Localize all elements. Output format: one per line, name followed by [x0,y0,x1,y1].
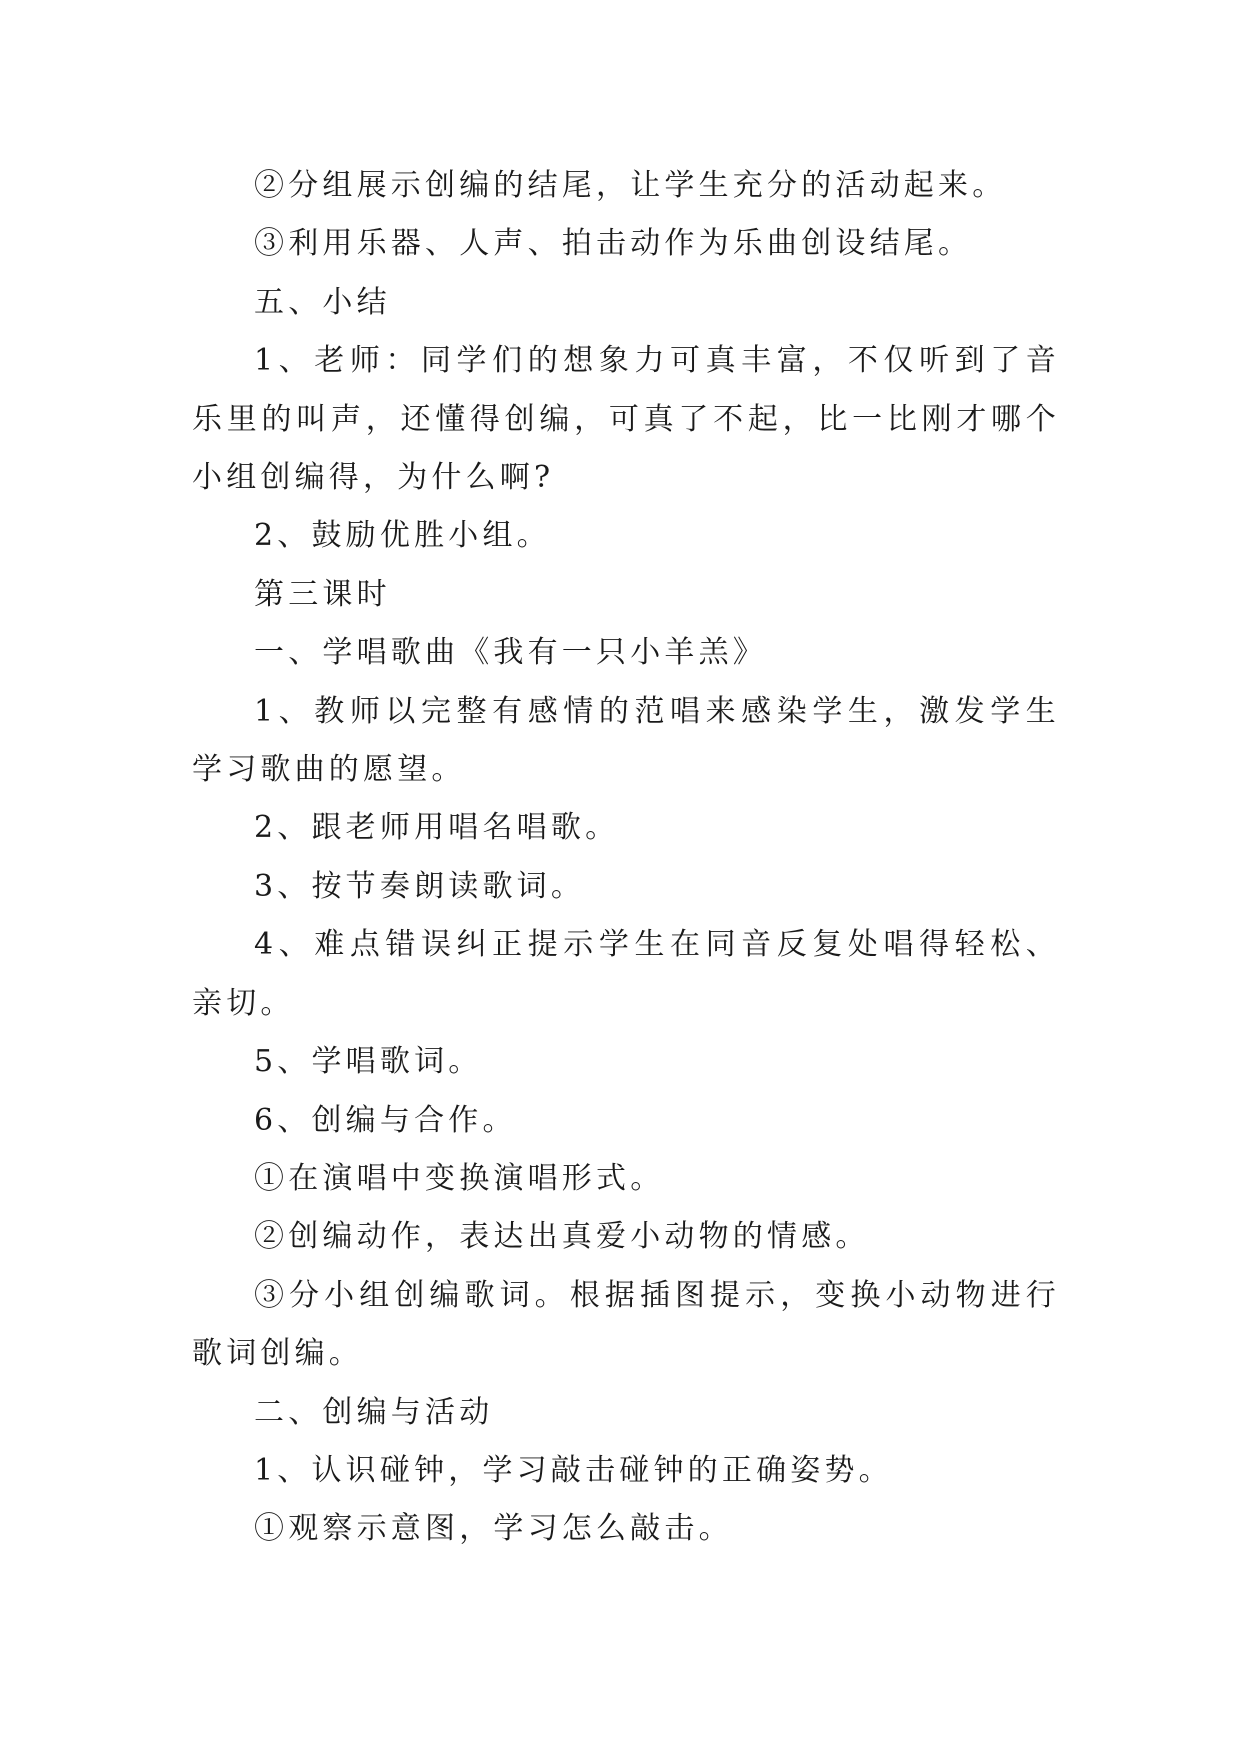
paragraph: 5、学唱歌词。 [254,1044,483,1080]
paragraph: ①在演唱中变换演唱形式。 [254,1160,665,1196]
paragraph: 1、老师：同学们的想象力可真丰富，不仅听到了音乐里的叫声，还懂得创编，可真了不起，比一比刚才哪个小组创编得，为什么啊? [192,343,1060,496]
paragraph: ②创编动作，表达出真爱小动物的情感。 [254,1219,870,1255]
paragraph: 2、鼓励优胜小组。 [254,518,551,554]
paragraph: 2、跟老师用唱名唱歌。 [254,810,620,846]
section-heading: 一、学唱歌曲《我有一只小羊羔》 [254,635,767,671]
paragraph: 6、创编与合作。 [254,1102,517,1138]
paragraph: 4、难点错误纠正提示学生在同音反复处唱得轻松、亲切。 [192,927,1060,1021]
paragraph: ②分组展示创编的结尾，让学生充分的活动起来。 [254,168,1007,203]
document-body [192,157,1060,1559]
paragraph: ③分小组创编歌词。根据插图提示，变换小动物进行歌词创编。 [192,1277,1060,1372]
lesson-heading: 第三课时 [254,576,391,612]
paragraph: ①观察示意图，学习怎么敲击。 [254,1511,733,1547]
paragraph: 3、按节奏朗读歌词。 [254,868,586,904]
paragraph: ③利用乐器、人声、拍击动作为乐曲创设结尾。 [254,226,973,262]
section-heading: 五、小结 [254,284,391,320]
paragraph: 1、教师以完整有感情的范唱来感染学生，激发学生学习歌曲的愿望。 [192,693,1060,788]
paragraph: 1、认识碰钟，学习敲击碰钟的正确姿势。 [254,1452,893,1488]
section-heading: 二、创编与活动 [254,1394,494,1430]
